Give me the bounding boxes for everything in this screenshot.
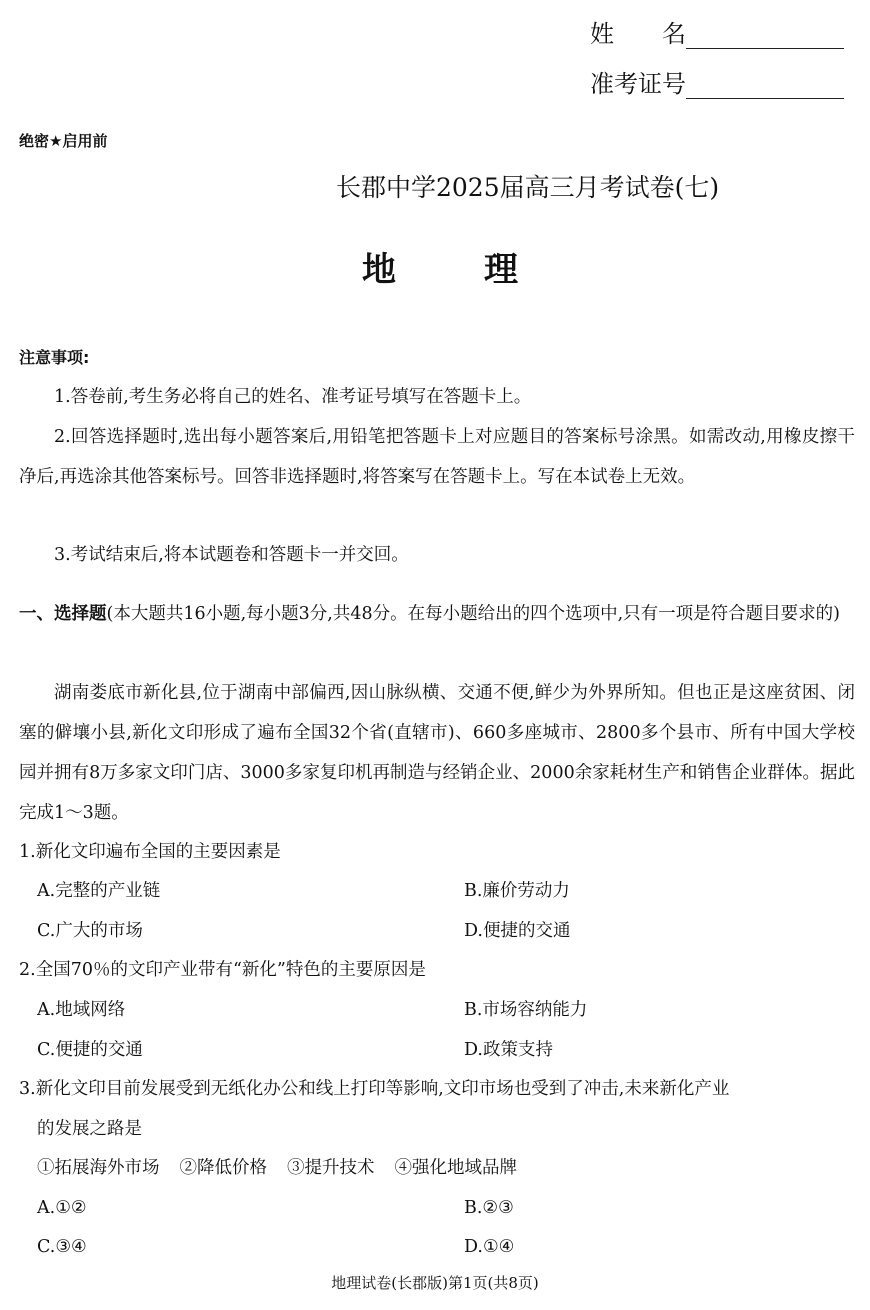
choice-4: ④强化地域品牌	[394, 1158, 517, 1178]
choice-3: ③提升技术	[287, 1158, 375, 1178]
question-3-stem-continued: 的发展之路是	[37, 1119, 142, 1139]
question-1-stem: 1.新化文印遍布全国的主要因素是	[19, 842, 281, 862]
note-item-2: 2.回答选择题时,选出每小题答案后,用铅笔把答题卡上对应题目的答案标号涂黑。如需改动,用橡皮擦干净后,再选涂其他答案标号。回答非选择题时,将答案写在答题卡上。写在本试卷上无效。	[19, 427, 855, 487]
section-intro	[19, 594, 855, 634]
note-item-1: 1.答卷前,考生务必将自己的姓名、准考证号填写在答题卡上。	[54, 387, 532, 407]
page-footer: 地理试卷(长郡版)第1页(共8页)	[331, 1274, 539, 1292]
subject-char-2: 理	[484, 250, 518, 290]
id-field-row	[590, 64, 844, 99]
question-1-option-a: A.完整的产业链	[37, 881, 161, 901]
name-blank-line	[686, 47, 844, 49]
question-1-option-d: D.便捷的交通	[464, 921, 571, 941]
question-1-option-b: B.廉价劳动力	[464, 881, 570, 901]
question-3-option-a: A.①②	[37, 1198, 87, 1218]
section-heading: 一、选择题	[19, 604, 107, 624]
name-field-row	[590, 14, 844, 49]
question-3-stem: 3.新化文印目前发展受到无纸化办公和线上打印等影响,文印市场也受到了冲击,未来新化产业	[19, 1079, 730, 1099]
confidential-mark: 绝密★启用前	[19, 132, 108, 150]
question-1-option-c: C.广大的市场	[37, 921, 143, 941]
question-2-option-c: C.便捷的交通	[37, 1040, 143, 1060]
question-2-option-a: A.地域网络	[37, 1000, 126, 1020]
question-2-stem: 2.全国70％的文印产业带有“新化”特色的主要原因是	[19, 960, 426, 980]
section-instruction: (本大题共16小题,每小题3分,共48分。在每小题给出的四个选项中,只有一项是符合题目要求的)	[106, 604, 841, 624]
exam-title: 长郡中学2025届高三月考试卷(七)	[336, 173, 720, 202]
reading-passage: 湖南娄底市新化县,位于湖南中部偏西,因山脉纵横、交通不便,鲜少为外界所知。但也正是这座贫困、闭塞的僻壤小县,新化文印形成了遍布全国32个省(直辖市)、660多座城市、2800多个县市、所有中国大学校园并拥有8万多家文印门店、3000多家复印机再制造与经销企业、2000余家耗材生产和销售企业群体。据此完成1～3题。	[19, 683, 855, 823]
choice-1: ①拓展海外市场	[37, 1158, 160, 1178]
question-2-option-d: D.政策支持	[464, 1040, 553, 1060]
note-item-3: 3.考试结束后,将本试题卷和答题卡一并交回。	[54, 545, 409, 565]
id-blank-line	[686, 97, 844, 99]
name-label: 姓 名	[590, 20, 686, 48]
choice-2: ②降低价格	[179, 1158, 267, 1178]
id-label: 准考证号	[590, 70, 686, 98]
subject-char-1: 地	[362, 250, 396, 290]
question-2-option-b: B.市场容纳能力	[464, 1000, 588, 1020]
subject-title	[362, 242, 518, 291]
question-3-option-d: D.①④	[464, 1237, 515, 1257]
notes-heading: 注意事项:	[19, 348, 90, 367]
question-3-option-b: B.②③	[464, 1198, 514, 1218]
question-3-option-c: C.③④	[37, 1237, 87, 1257]
question-3-choices	[37, 1148, 517, 1188]
